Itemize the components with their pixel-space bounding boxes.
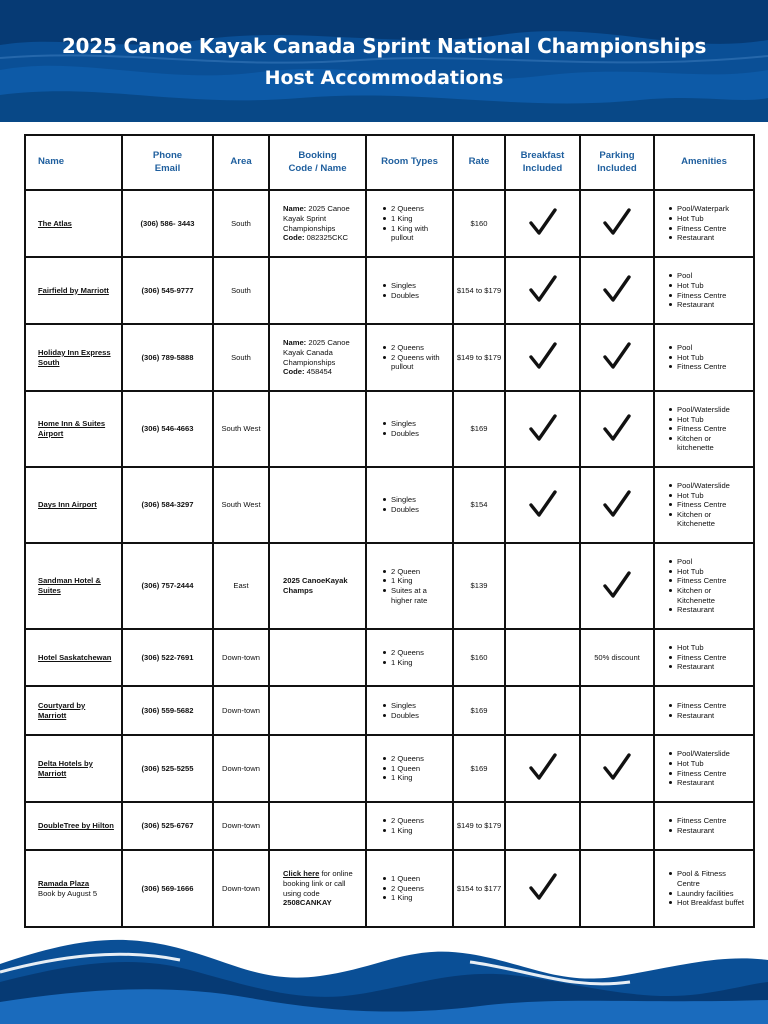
column-header-booking: Booking Code / Name xyxy=(269,135,366,190)
amenity-item: Hot Tub xyxy=(667,415,750,425)
table-row xyxy=(25,467,754,543)
hotel-name-cell xyxy=(25,257,122,324)
amenity-item: Pool/Waterslide xyxy=(667,405,750,415)
column-header-parking: Parking Included xyxy=(580,135,654,190)
room-types-cell xyxy=(366,735,453,802)
hotel-name: Days Inn Airport xyxy=(38,500,97,510)
amenities-cell xyxy=(654,686,754,735)
room-type-item: Singles xyxy=(381,495,449,505)
check-icon xyxy=(602,752,632,782)
area-cell: Down-town xyxy=(213,629,269,686)
room-types-cell xyxy=(366,543,453,629)
breakfast-cell xyxy=(505,802,580,850)
hotel-name-cell xyxy=(25,850,122,927)
area-cell: Down-town xyxy=(213,686,269,735)
amenity-item: Laundry facilities xyxy=(667,889,750,899)
phone-cell: (306) 522-7691 xyxy=(122,629,213,686)
amenities-cell xyxy=(654,467,754,543)
check-icon xyxy=(528,489,558,519)
room-type-item: Singles xyxy=(381,701,449,711)
area-cell: South xyxy=(213,324,269,391)
parking-cell xyxy=(580,629,654,686)
amenity-item: Fitness Centre xyxy=(667,224,750,234)
room-type-item: 1 King xyxy=(381,576,449,586)
hotel-name-cell xyxy=(25,467,122,543)
breakfast-cell xyxy=(505,543,580,629)
hotel-name: Hotel Saskatchewan xyxy=(38,652,112,662)
hotel-name: Holiday Inn Express South xyxy=(38,347,111,367)
amenity-item: Restaurant xyxy=(667,826,750,836)
booking-cell: Click here for online booking link or call using code 2508CANKAY xyxy=(269,850,366,927)
room-type-item: Singles xyxy=(381,419,449,429)
parking-cell xyxy=(580,686,654,735)
amenity-item: Fitness Centre xyxy=(667,362,750,372)
hotel-name: DoubleTree by Hilton xyxy=(38,821,114,831)
hotel-name-cell xyxy=(25,686,122,735)
rate-cell: $149 to $179 xyxy=(453,324,505,391)
room-type-item: Doubles xyxy=(381,291,449,301)
table-row xyxy=(25,629,754,686)
room-type-item: Suites at a higher rate xyxy=(381,586,449,605)
table-row xyxy=(25,686,754,735)
amenity-item: Kitchen or kitchenette xyxy=(667,434,750,453)
amenity-item: Fitness Centre xyxy=(667,291,750,301)
phone-cell: (306) 559-5682 xyxy=(122,686,213,735)
hotel-name: Delta Hotels by Marriott xyxy=(38,758,93,778)
parking-cell xyxy=(580,467,654,543)
area-cell: South West xyxy=(213,391,269,467)
amenity-item: Hot Tub xyxy=(667,567,750,577)
amenity-item: Restaurant xyxy=(667,778,750,788)
rate-cell: $154 to $177 xyxy=(453,850,505,927)
amenity-item: Pool xyxy=(667,271,750,281)
amenity-item: Pool & Fitness Centre xyxy=(667,869,750,888)
parking-cell xyxy=(580,324,654,391)
area-cell: East xyxy=(213,543,269,629)
room-type-item: 1 Queen xyxy=(381,874,449,884)
phone-cell: (306) 525-5255 xyxy=(122,735,213,802)
amenity-item: Pool xyxy=(667,557,750,567)
amenity-item: Hot Breakfast buffet xyxy=(667,898,750,908)
table-row xyxy=(25,324,754,391)
booking-cell xyxy=(269,735,366,802)
area-cell: South West xyxy=(213,467,269,543)
table-header-row xyxy=(25,135,754,190)
amenity-item: Pool/Waterslide xyxy=(667,481,750,491)
table-row xyxy=(25,802,754,850)
hotel-name: Sandman Hotel & Suites xyxy=(38,576,101,595)
check-icon xyxy=(602,489,632,519)
hotel-name: Home Inn & Suites Airport xyxy=(38,419,106,438)
room-type-item: 2 Queens xyxy=(381,648,449,658)
amenity-item: Kitchen or Kitchenette xyxy=(667,586,750,605)
hotel-name: Ramada Plaza xyxy=(38,878,90,888)
room-types-cell xyxy=(366,324,453,391)
amenities-cell xyxy=(654,850,754,927)
rate-cell: $169 xyxy=(453,686,505,735)
room-type-item: Doubles xyxy=(381,505,449,515)
booking-cell xyxy=(269,391,366,467)
phone-cell: (306) 757-2444 xyxy=(122,543,213,629)
amenity-item: Restaurant xyxy=(667,662,750,672)
booking-cell xyxy=(269,467,366,543)
breakfast-cell xyxy=(505,324,580,391)
booking-link[interactable]: Click here xyxy=(283,869,320,879)
amenity-item: Pool xyxy=(667,343,750,353)
room-type-item: Doubles xyxy=(381,429,449,439)
page-subtitle: Host Accommodations xyxy=(264,67,504,89)
room-types-cell xyxy=(366,257,453,324)
accommodations-table xyxy=(24,134,755,928)
room-types-cell xyxy=(366,467,453,543)
room-types-cell xyxy=(366,850,453,927)
breakfast-cell xyxy=(505,629,580,686)
breakfast-cell xyxy=(505,735,580,802)
breakfast-cell xyxy=(505,190,580,257)
table-row xyxy=(25,190,754,257)
room-type-item: 1 Queen xyxy=(381,764,449,774)
room-type-item: 2 Queens xyxy=(381,204,449,214)
area-cell: Down-town xyxy=(213,735,269,802)
parking-note: 50% discount xyxy=(594,652,640,662)
parking-cell xyxy=(580,391,654,467)
parking-cell xyxy=(580,850,654,927)
amenities-cell xyxy=(654,391,754,467)
check-icon xyxy=(528,274,558,304)
room-types-cell xyxy=(366,629,453,686)
amenity-item: Pool/Waterslide xyxy=(667,749,750,759)
room-types-cell xyxy=(366,686,453,735)
footer-wave-decoration xyxy=(0,924,768,1024)
amenity-item: Hot Tub xyxy=(667,353,750,363)
hotel-name: Courtyard by Marriott xyxy=(38,700,86,720)
hotel-name-cell xyxy=(25,543,122,629)
table-row xyxy=(25,391,754,467)
breakfast-cell xyxy=(505,257,580,324)
room-type-item: 2 Queens xyxy=(381,816,449,826)
check-icon xyxy=(602,274,632,304)
breakfast-cell xyxy=(505,391,580,467)
column-header-area: Area xyxy=(213,135,269,190)
room-types-cell xyxy=(366,190,453,257)
room-type-item: 1 King xyxy=(381,773,449,783)
amenity-item: Hot Tub xyxy=(667,491,750,501)
amenity-item: Fitness Centre xyxy=(667,653,750,663)
check-icon xyxy=(602,413,632,443)
phone-cell: (306) 584-3297 xyxy=(122,467,213,543)
amenity-item: Hot Tub xyxy=(667,643,750,653)
column-header-breakfast: Breakfast Included xyxy=(505,135,580,190)
room-type-item: 1 King xyxy=(381,214,449,224)
column-header-room-types: Room Types xyxy=(366,135,453,190)
hotel-name: The Atlas xyxy=(38,218,72,228)
booking-cell xyxy=(269,629,366,686)
booking-cell xyxy=(269,686,366,735)
column-header-rate: Rate xyxy=(453,135,505,190)
amenities-cell xyxy=(654,802,754,850)
rate-cell: $154 xyxy=(453,467,505,543)
amenity-item: Restaurant xyxy=(667,300,750,310)
amenity-item: Hot Tub xyxy=(667,759,750,769)
room-type-item: 2 Queens xyxy=(381,884,449,894)
amenity-item: Restaurant xyxy=(667,711,750,721)
rate-cell: $169 xyxy=(453,735,505,802)
hotel-name-cell xyxy=(25,735,122,802)
amenity-item: Hot Tub xyxy=(667,281,750,291)
rate-cell: $169 xyxy=(453,391,505,467)
area-cell: South xyxy=(213,190,269,257)
phone-cell: (306) 789-5888 xyxy=(122,324,213,391)
phone-cell: (306) 525-6767 xyxy=(122,802,213,850)
phone-cell: (306) 569-1666 xyxy=(122,850,213,927)
hotel-note: Book by August 5 xyxy=(38,888,98,898)
area-cell: South xyxy=(213,257,269,324)
breakfast-cell xyxy=(505,686,580,735)
parking-cell xyxy=(580,802,654,850)
room-types-cell xyxy=(366,391,453,467)
rate-cell: $149 to $179 xyxy=(453,802,505,850)
amenity-item: Restaurant xyxy=(667,233,750,243)
booking-cell: Name: 2025 Canoe Kayak Canada Championships Code: 458454 xyxy=(269,324,366,391)
column-header-name: Name xyxy=(25,135,122,190)
amenity-item: Fitness Centre xyxy=(667,500,750,510)
amenities-cell xyxy=(654,190,754,257)
booking-cell: Name: 2025 Canoe Kayak Sprint Championships Code: 082325CKC xyxy=(269,190,366,257)
room-type-item: 1 King xyxy=(381,826,449,836)
amenities-cell xyxy=(654,629,754,686)
amenity-item: Fitness Centre xyxy=(667,576,750,586)
phone-cell: (306) 545-9777 xyxy=(122,257,213,324)
table-row xyxy=(25,735,754,802)
check-icon xyxy=(528,752,558,782)
amenity-item: Fitness Centre xyxy=(667,816,750,826)
area-cell: Down-town xyxy=(213,850,269,927)
area-cell: Down-town xyxy=(213,802,269,850)
booking-cell: 2025 CanoeKayak Champs xyxy=(269,543,366,629)
breakfast-cell xyxy=(505,467,580,543)
room-type-item: 2 Queens with pullout xyxy=(381,353,449,372)
parking-cell xyxy=(580,735,654,802)
room-type-item: Doubles xyxy=(381,711,449,721)
column-header-phone: Phone Email xyxy=(122,135,213,190)
parking-cell xyxy=(580,257,654,324)
hotel-name-cell xyxy=(25,324,122,391)
room-type-item: 2 Queen xyxy=(381,567,449,577)
booking-cell xyxy=(269,257,366,324)
amenity-item: Fitness Centre xyxy=(667,769,750,779)
hotel-name-cell xyxy=(25,802,122,850)
check-icon xyxy=(528,341,558,371)
room-type-item: 1 King with pullout xyxy=(381,224,449,243)
rate-cell: $139 xyxy=(453,543,505,629)
hotel-name-cell xyxy=(25,190,122,257)
table-row xyxy=(25,257,754,324)
check-icon xyxy=(528,413,558,443)
amenity-item: Fitness Centre xyxy=(667,424,750,434)
amenity-item: Kitchen or Kitchenette xyxy=(667,510,750,529)
header-banner xyxy=(0,0,768,122)
check-icon xyxy=(528,207,558,237)
check-icon xyxy=(602,341,632,371)
rate-cell: $160 xyxy=(453,190,505,257)
amenities-cell xyxy=(654,257,754,324)
page-title: 2025 Canoe Kayak Canada Sprint National Championships xyxy=(61,34,707,58)
parking-cell xyxy=(580,190,654,257)
footer-wave-background xyxy=(0,924,768,1024)
room-type-item: 2 Queens xyxy=(381,754,449,764)
phone-cell: (306) 586- 3443 xyxy=(122,190,213,257)
check-icon xyxy=(602,570,632,600)
hotel-name-cell xyxy=(25,629,122,686)
hotel-name: Fairfield by Marriott xyxy=(38,285,109,295)
amenity-item: Fitness Centre xyxy=(667,701,750,711)
column-header-amenities: Amenities xyxy=(654,135,754,190)
booking-cell xyxy=(269,802,366,850)
amenities-cell xyxy=(654,735,754,802)
check-icon xyxy=(602,207,632,237)
breakfast-cell xyxy=(505,850,580,927)
room-types-cell xyxy=(366,802,453,850)
table-row xyxy=(25,543,754,629)
rate-cell: $154 to $179 xyxy=(453,257,505,324)
room-type-item: 1 King xyxy=(381,658,449,668)
room-type-item: 1 King xyxy=(381,893,449,903)
table-row xyxy=(25,850,754,927)
amenity-item: Hot Tub xyxy=(667,214,750,224)
parking-cell xyxy=(580,543,654,629)
amenity-item: Pool/Waterpark xyxy=(667,204,750,214)
hotel-name-cell xyxy=(25,391,122,467)
rate-cell: $160 xyxy=(453,629,505,686)
amenities-cell xyxy=(654,324,754,391)
header-wave-background xyxy=(0,0,768,122)
phone-cell: (306) 546-4663 xyxy=(122,391,213,467)
room-type-item: 2 Queens xyxy=(381,343,449,353)
check-icon xyxy=(528,872,558,902)
room-type-item: Singles xyxy=(381,281,449,291)
amenities-cell xyxy=(654,543,754,629)
amenity-item: Restaurant xyxy=(667,605,750,615)
